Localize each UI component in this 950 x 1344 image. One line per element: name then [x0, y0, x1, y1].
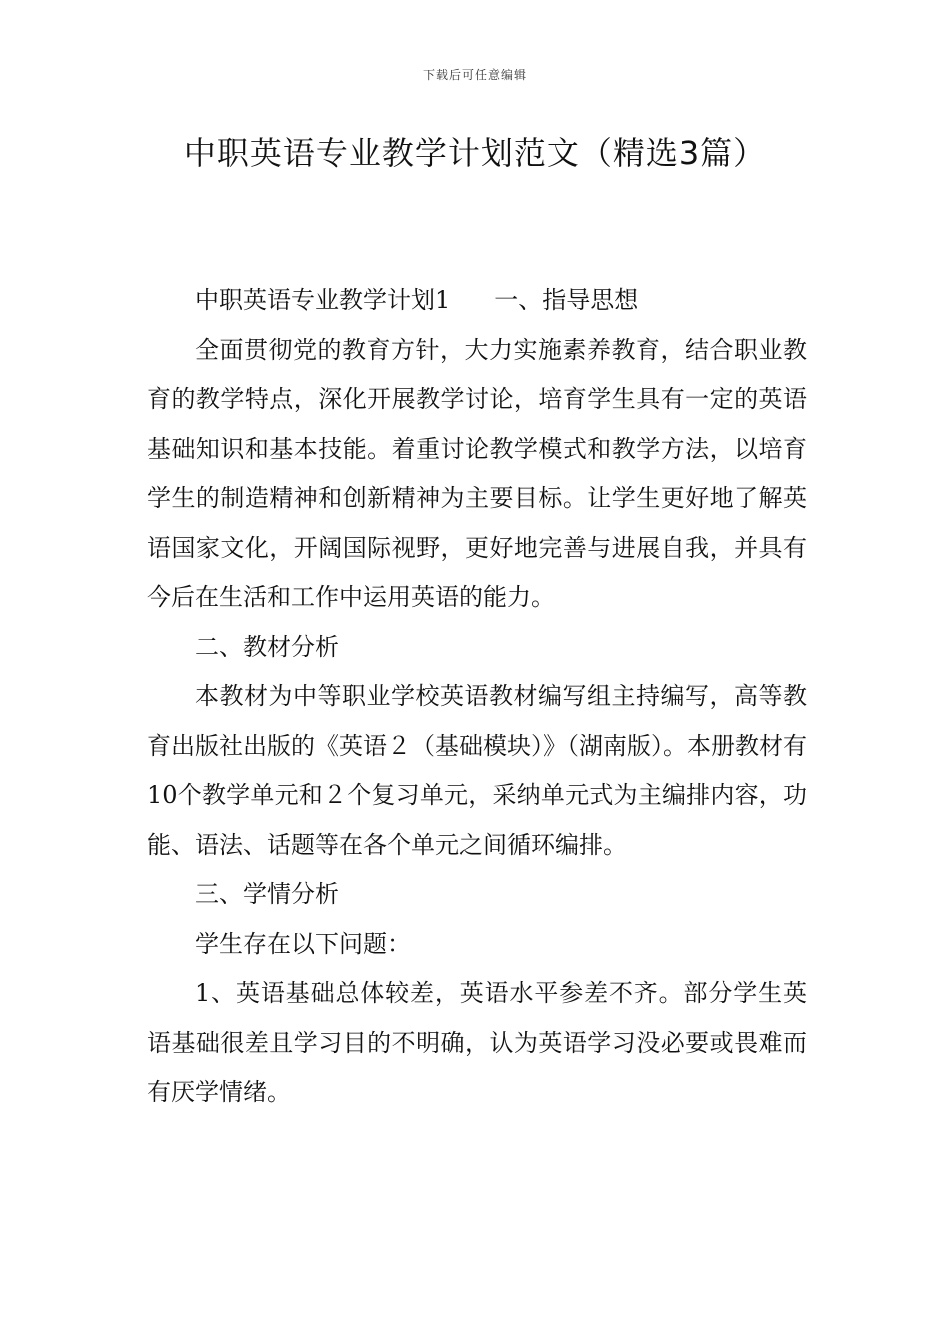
- section-heading-student-analysis: 三、学情分析: [195, 880, 339, 908]
- header-note: 下载后可任意编辑: [422, 68, 527, 82]
- paragraph-textbook-analysis: 本教材为中等职业学校英语教材编写组主持编写，高等教育出版社出版的《英语２（基础模块）》（湖南版）。本册教材有10个教学单元和２个复习单元，采纳单元式为主编排内容，功能、语法、话题等在各个单元之间循环编排。: [147, 682, 807, 859]
- document-title: 中职英语专业教学计划范文（精选3篇）: [183, 134, 767, 172]
- document-body: [147, 276, 807, 1118]
- plan-label: 中职英语专业教学计划1: [195, 286, 451, 314]
- section-heading-guiding-ideology: 一、指导思想: [494, 286, 639, 314]
- section-heading-textbook-analysis: 二、教材分析: [195, 632, 339, 661]
- paragraph-student-issues-intro: 学生存在以下问题：: [195, 929, 411, 958]
- paragraph-student-issue-1: 1、英语基础总体较差，英语水平参差不齐。部分学生英语基础很差且学习目的不明确，认为英语学习没必要或畏难而有厌学情绪。: [147, 979, 807, 1106]
- paragraph-guiding-ideology: 全面贯彻党的教育方针，大力实施素养教育，结合职业教育的教学特点，深化开展教学讨论，培育学生具有一定的英语基础知识和基本技能。着重讨论教学模式和教学方法，以培育学生的制造精神和创新精神为主要目标。让学生更好地了解英语国家文化，开阔国际视野，更好地完善与进展自我，并具有今后在生活和工作中运用英语的能力。: [147, 335, 807, 611]
- section-intro-paragraph: [147, 276, 807, 326]
